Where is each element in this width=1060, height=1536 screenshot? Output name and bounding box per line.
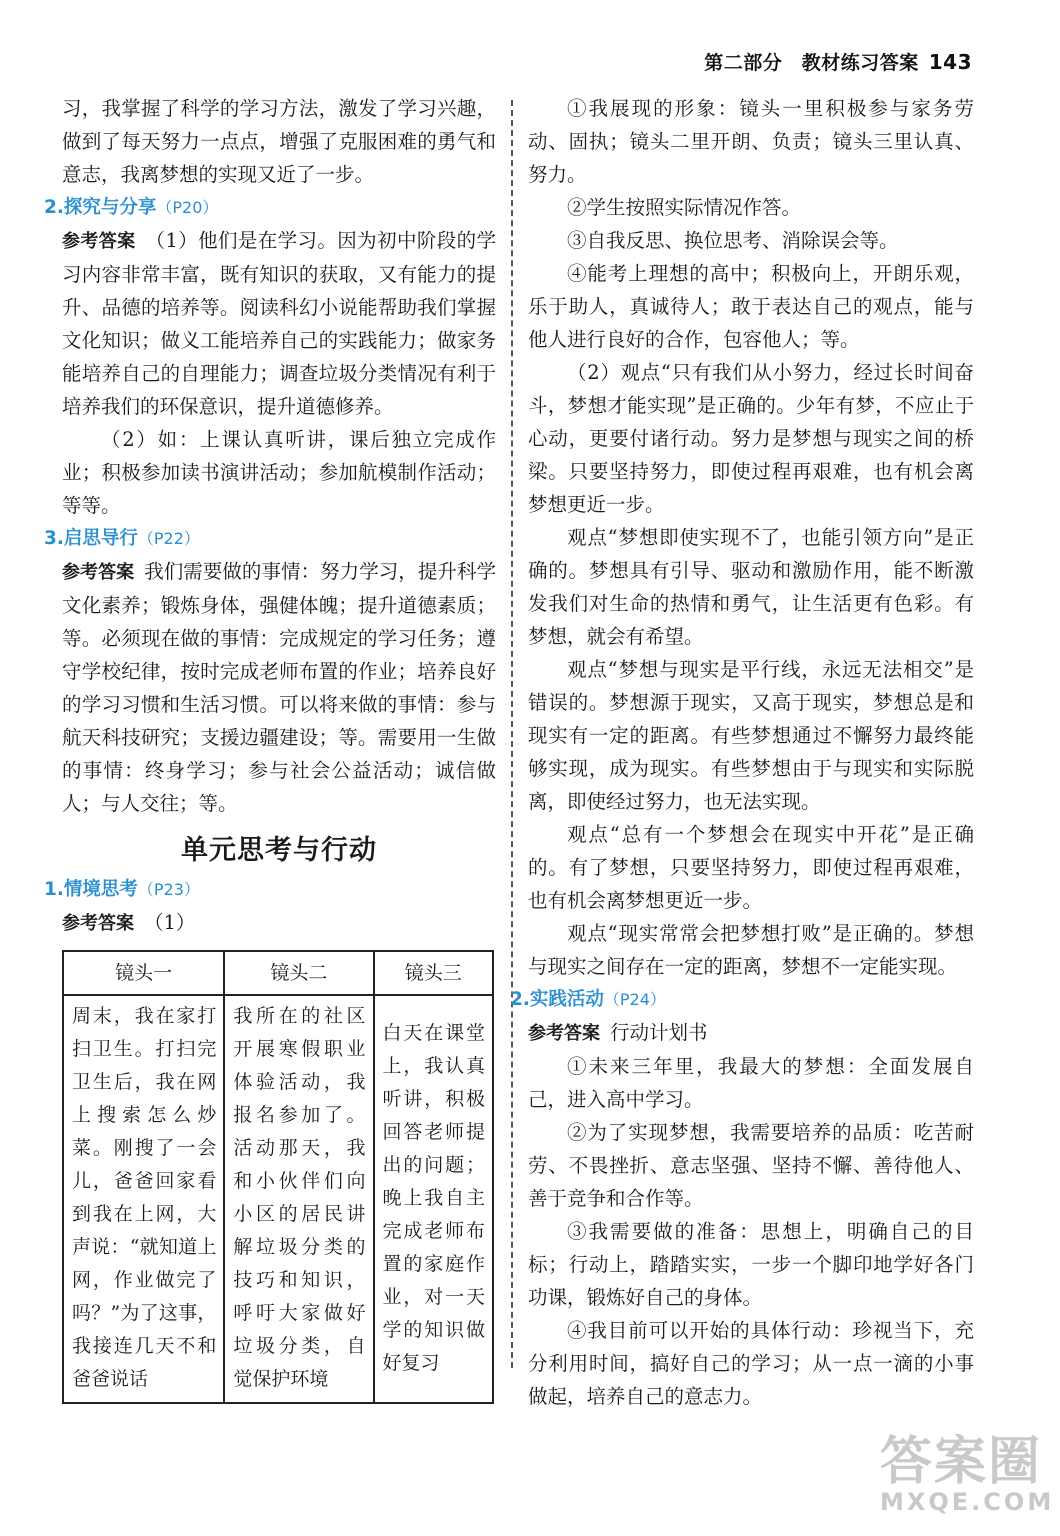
- section-page: （P23）: [137, 880, 200, 899]
- answer-text: （1）他们是在学习。因为初中阶段的学习内容非常丰富，既有知识的获取，又有能力的提升、品德的培养等。阅读科幻小说能帮助我们掌握文化知识；做义工能培养自己的实践能力；做家务能培养自己的自理能力；调查垃圾分类情况有利于培养我们的环保意识，提升道德修养。: [62, 229, 496, 418]
- table-header: 镜头三: [374, 951, 493, 995]
- answer-sub: （1）: [144, 911, 196, 934]
- section-title: 2.探究与分享: [44, 197, 157, 218]
- answer-paragraph: ③我需要做的准备：思想上，明确自己的目标；行动上，踏踏实实，一步一个脚印地学好各门功课，锻炼好自己的身体。: [528, 1220, 974, 1309]
- answer-paragraph: ③自我反思、换位思考、消除误会等。: [567, 229, 899, 252]
- answer-paragraph: （2）观点“只有我们从小努力，经过长时间奋斗，梦想才能实现”是正确的。少年有梦，不应止于心动，更要付诸行动。努力是梦想与现实之间的桥梁。只要坚持努力，即使过程再艰难，也有机会离梦想更近一步。: [528, 361, 974, 516]
- table-header-row: [63, 951, 493, 995]
- section-title: 1.情境思考: [44, 879, 138, 900]
- section-heading: [44, 873, 496, 906]
- answer-paragraph: 观点“总有一个梦想会在现实中开花”是正确的。有了梦想，只要坚持努力，即使过程再艰难，也有机会离梦想更近一步。: [528, 823, 974, 912]
- table-header: 镜头一: [63, 951, 224, 995]
- answer-paragraph: ②学生按照实际情况作答。: [567, 196, 802, 219]
- section-page: （P24）: [603, 990, 666, 1009]
- answer-text: 我们需要做的事情：努力学习，提升科学文化素养；锻炼身体，强健体魄；提升道德素质；等。必须现在做的事情：完成规定的学习任务；遵守学校纪律，按时完成老师布置的作业；培养良好的学习习惯和生活习惯。可以将来做的事情：参与航天科技研究；支援边疆建设；等。需要用一生做的事情：终身学习；参与社会公益活动；诚信做人；与人交往；等。: [62, 560, 496, 815]
- left-column: [44, 92, 496, 1404]
- column-divider: [511, 100, 513, 1368]
- section-heading: [44, 522, 496, 555]
- section-heading: [44, 191, 496, 224]
- answer-paragraph: ①未来三年里，我最大的梦想：全面发展自己，进入高中学习。: [528, 1055, 974, 1111]
- answer-paragraph: ②为了实现梦想，我需要培养的品质：吃苦耐劳、不畏挫折、意志坚强、坚持不懈、善待他人、善于竞争和合作等。: [528, 1121, 974, 1210]
- section-page: （P20）: [156, 198, 219, 217]
- table-cell: 白天在课堂上，我认真听讲，积极回答老师提出的问题；晚上我自主完成老师布置的家庭作业，对一天学的知识做好复习: [374, 995, 493, 1403]
- answer-paragraph: 观点“梦想即使实现不了，也能引领方向”是正确的。梦想具有引导、驱动和激励作用，能不断激发我们对生命的热情和勇气，让生活更有色彩。有梦想，就会有希望。: [528, 526, 974, 648]
- answer-label: 参考答案: [62, 231, 136, 252]
- section-page: （P22）: [137, 529, 200, 548]
- answer-label: 参考答案: [62, 562, 135, 583]
- answer-paragraph: 观点“现实常常会把梦想打败”是正确的。梦想与现实之间存在一定的距离，梦想不一定能实现。: [528, 922, 974, 978]
- table-cell: 我所在的社区开展寒假职业体验活动，我报名参加了。活动那天，我和小伙伴们向小区的居民讲解垃圾分类的技巧和知识，呼吁大家做好垃圾分类，自觉保护环境: [224, 995, 373, 1403]
- answer-paragraph: [62, 906, 496, 940]
- table-row: [63, 995, 493, 1403]
- answer-paragraph: ④能考上理想的高中；积极向上，开朗乐观，乐于助人，真诚待人；敢于表达自己的观点，能与他人进行良好的合作，包容他人；等。: [528, 262, 974, 351]
- answer-paragraph: [528, 1016, 974, 1050]
- page-header: [704, 48, 972, 75]
- unit-title: 单元思考与行动: [181, 835, 377, 866]
- answer-paragraph: [62, 224, 496, 423]
- scenario-table: [62, 950, 494, 1404]
- page-number: 143: [928, 50, 972, 74]
- table-header: 镜头二: [224, 951, 373, 995]
- answer-label: 参考答案: [62, 913, 134, 934]
- watermark-text: 答案圈: [880, 1432, 1043, 1492]
- section-title: 2.实践活动: [510, 989, 604, 1010]
- watermark-logo: [880, 1432, 1055, 1532]
- answer-paragraph: ④我目前可以开始的具体行动：珍视当下，充分利用时间，搞好自己的学习；从一点一滴的小事做起，培养自己的意志力。: [528, 1319, 974, 1408]
- intro-paragraph: 习，我掌握了科学的学习方法，激发了学习兴趣，做到了每天努力一点点，增强了克服困难的勇气和意志，我离梦想的实现又近了一步。: [62, 97, 496, 186]
- answer-paragraph: 观点“梦想与现实是平行线，永远无法相交”是错误的。梦想源于现实，又高于现实，梦想总是和现实有一定的距离。有些梦想通过不懈努力最终能够实现，成为现实。有些梦想由于与现实和实际脱离，即使经过努力，也无法实现。: [528, 658, 974, 813]
- header-title: 第二部分 教材练习答案: [704, 52, 919, 74]
- section-heading: [510, 983, 974, 1016]
- answer-label: 参考答案: [528, 1023, 600, 1044]
- answer-sub: 行动计划书: [610, 1021, 708, 1044]
- watermark-url: MXQE.COM: [880, 1488, 1055, 1516]
- section-title: 3.启思导行: [44, 528, 138, 549]
- right-column: [510, 92, 974, 1413]
- answer-paragraph: [62, 555, 496, 820]
- table-cell: 周末，我在家打扫卫生。打扫完卫生后，我在网上搜索怎么炒菜。刚搜了一会儿，爸爸回家看到我在上网，大声说：“就知道上网，作业做完了吗？”为了这事，我接连几天不和爸爸说话: [63, 995, 224, 1403]
- answer-paragraph: ①我展现的形象：镜头一里积极参与家务劳动、固执；镜头二里开朗、负责；镜头三里认真、努力。: [528, 97, 974, 186]
- answer-paragraph: （2）如：上课认真听讲，课后独立完成作业；积极参加读书演讲活动；参加航模制作活动；等等。: [62, 428, 496, 517]
